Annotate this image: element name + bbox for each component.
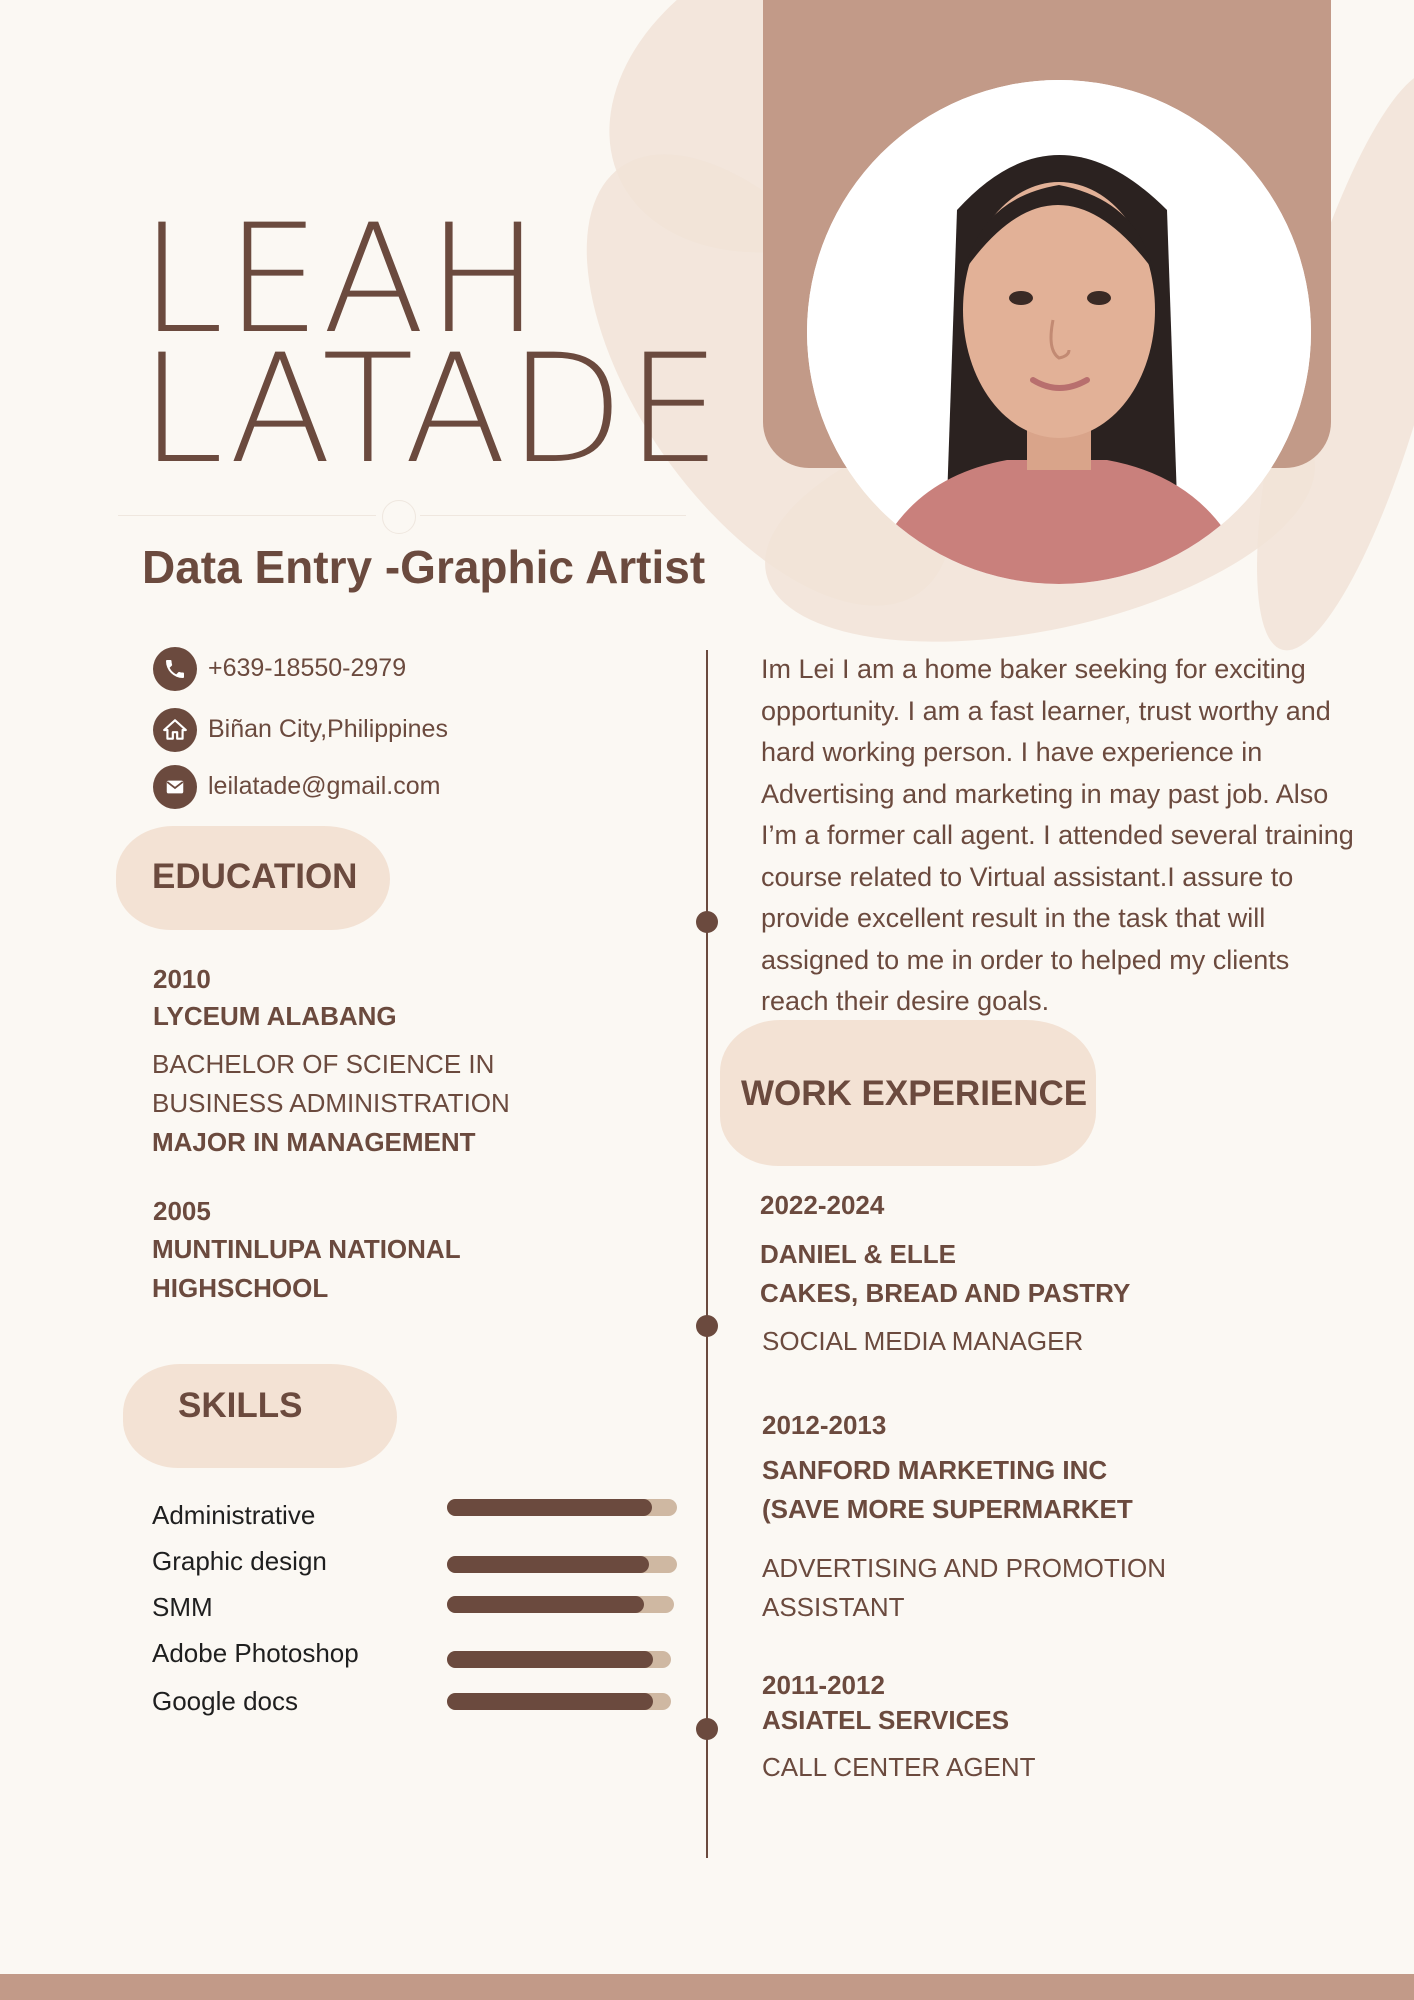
skill-bar-fill [447, 1596, 644, 1613]
skill-label: Administrative [152, 1500, 316, 1530]
skill-label: Graphic design [152, 1546, 327, 1576]
education-title: EDUCATION [152, 857, 358, 896]
first-name: LEAH [140, 193, 542, 367]
divider-ornament [382, 500, 416, 534]
skill-bar-fill [447, 1693, 653, 1710]
footer-band [0, 1974, 1414, 2000]
education-school: LYCEUM ALABANG [153, 1001, 397, 1031]
work-role: CALL CENTER AGENT [762, 1752, 1036, 1782]
work-years: 2011-2012 [762, 1670, 885, 1700]
job-title: Data Entry -Graphic Artist [142, 541, 706, 593]
timeline-line [706, 650, 708, 1858]
skill-bar [447, 1651, 671, 1668]
skill-label: Adobe Photoshop [152, 1638, 359, 1668]
education-degree: BACHELOR OF SCIENCE IN [152, 1049, 495, 1079]
work-company: CAKES, BREAD AND PASTRY [760, 1278, 1131, 1308]
education-degree: BUSINESS ADMINISTRATION [152, 1088, 510, 1118]
work-years: 2012-2013 [762, 1410, 887, 1440]
skills-title: SKILLS [178, 1386, 303, 1425]
work-role: SOCIAL MEDIA MANAGER [762, 1326, 1084, 1356]
work-company: ASIATEL SERVICES [762, 1705, 1010, 1735]
timeline-dot [696, 1718, 718, 1740]
divider-left [118, 515, 376, 516]
contact-email[interactable]: leilatade@gmail.com [208, 772, 441, 800]
education-school: HIGHSCHOOL [152, 1273, 329, 1303]
timeline-dot [696, 1315, 718, 1337]
work-company: (SAVE MORE SUPERMARKET [762, 1494, 1133, 1524]
skill-bar [447, 1596, 674, 1613]
skill-bar [447, 1556, 677, 1573]
skill-bar-fill [447, 1499, 652, 1516]
skill-bar-fill [447, 1651, 653, 1668]
home-icon [153, 708, 197, 752]
work-role: ASSISTANT [762, 1592, 905, 1622]
education-major: MAJOR IN MANAGEMENT [152, 1127, 476, 1157]
work-title: WORK EXPERIENCE [741, 1074, 1088, 1113]
about-summary: Im Lei I am a home baker seeking for exciting opportunity. I am a fast learner, trust worthy and hard working person. I have experience in Advertising and marketing in may past job. Also I’m a former call agent. I attended several training course related to Virtual assistant.I assure to provide excellent result in the task that will assigned to me in order to helped my clients reach their desire goals. [761, 654, 1354, 1016]
last-name: LATADE [140, 323, 723, 497]
work-years: 2022-2024 [760, 1190, 885, 1220]
contact-location: Biñan City,Philippines [208, 715, 448, 743]
skill-bar-fill [447, 1556, 649, 1573]
divider-right [420, 515, 686, 516]
skill-bar [447, 1693, 671, 1710]
contact-phone: +639-18550-2979 [208, 654, 407, 682]
work-role: ADVERTISING AND PROMOTION [762, 1553, 1167, 1583]
skill-bar [447, 1499, 677, 1516]
work-company: SANFORD MARKETING INC [762, 1455, 1108, 1485]
education-year: 2005 [153, 1196, 211, 1226]
work-company: DANIEL & ELLE [760, 1239, 956, 1269]
profile-photo [807, 80, 1311, 584]
skill-label: Google docs [152, 1686, 298, 1716]
skill-label: SMM [152, 1592, 213, 1622]
portrait-illustration [807, 80, 1311, 584]
education-year: 2010 [153, 964, 211, 994]
timeline-dot [696, 911, 718, 933]
email-icon [153, 765, 197, 809]
education-school: MUNTINLUPA NATIONAL [152, 1234, 461, 1264]
phone-icon [153, 647, 197, 691]
